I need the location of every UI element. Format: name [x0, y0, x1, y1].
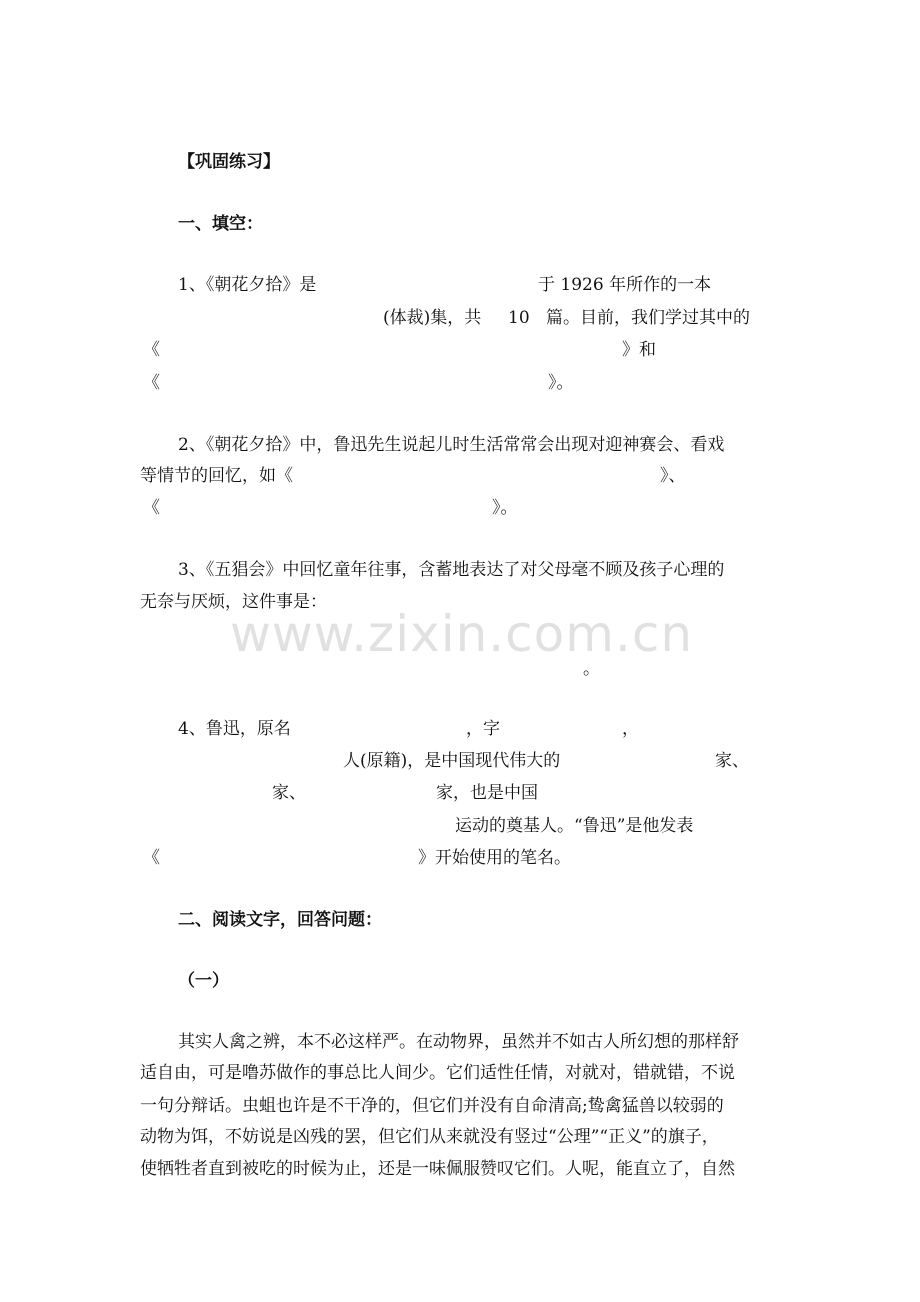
q1-line1-b: 于 1926 年所作的一本 [538, 275, 712, 295]
q1-line3-a: 《 [143, 340, 160, 360]
q4-line2-b: 家、 [715, 751, 749, 771]
q4-line1-a: 4、鲁迅，原名 [178, 719, 291, 739]
q2-line2-b: 》、 [660, 466, 686, 486]
q4-line5-b: 》开始使用的笔名。 [418, 848, 571, 868]
q4-line2-a: 人(原籍)，是中国现代伟大的 [343, 751, 561, 771]
q1-line2-c: 篇。目前，我们学过其中的 [546, 308, 750, 328]
q2-line3-b: 》。 [492, 498, 518, 518]
q1-line4-a: 《 [143, 373, 160, 393]
q3-line1: 3、《五猖会》中回忆童年往事，含蓄地表达了对父母毫不顾及孩子心理的 [178, 560, 725, 580]
subsection-1: （一） [178, 971, 229, 991]
q1-line2-b: 10 [508, 308, 530, 328]
passage-line: 使牺牲者直到被吃的时候为止，还是一味佩服赞叹它们。人呢，能直立了，自然 [140, 1159, 735, 1179]
q2-line3-a: 《 [143, 498, 160, 518]
q1-line2-a: (体裁)集，共 [383, 308, 482, 328]
q4-line1-b: ，字 [466, 719, 500, 739]
section-title: 【巩固练习】 [178, 152, 280, 172]
q4-line3-a: 家、 [272, 783, 306, 803]
q3-line2: 无奈与厌烦，这件事是： [140, 592, 327, 612]
q1-line1-a: 1、《朝花夕拾》是 [178, 275, 317, 295]
q1-line3-b: 》和 [622, 340, 656, 360]
q2-line1: 2、《朝花夕拾》中，鲁迅先生说起儿时生活常常会出现对迎神赛会、看戏 [178, 435, 725, 455]
q4-line5-a: 《 [143, 848, 160, 868]
watermark: www.zixin.com.cn [230, 605, 694, 663]
part1-title: 一、填空： [178, 214, 263, 234]
q3-line3: 。 [583, 659, 600, 679]
q2-line2-a: 等情节的回忆，如《 [140, 466, 293, 486]
q1-line4-b: 》。 [548, 373, 574, 393]
q4-line3-b: 家，也是中国 [436, 783, 538, 803]
q4-line4: 运动的奠基人。“鲁迅”是他发表 [455, 816, 694, 836]
passage-line: 其实人禽之辨，本不必这样严。在动物界，虽然并不如古人所幻想的那样舒 [178, 1032, 739, 1052]
q4-line1-c: ， [622, 719, 639, 739]
passage-line: 一句分辩话。虫蛆也许是不干净的，但它们并没有自命清高;鸷禽猛兽以较弱的 [140, 1096, 724, 1116]
passage-line: 适自由，可是噜苏做作的事总比人间少。它们适性任情，对就对，错就错，不说 [140, 1063, 735, 1083]
part2-title: 二、阅读文字，回答问题： [178, 910, 382, 930]
passage-line: 动物为饵，不妨说是凶残的罢，但它们从来就没有竖过“公理”“正义”的旗子， [140, 1127, 719, 1147]
